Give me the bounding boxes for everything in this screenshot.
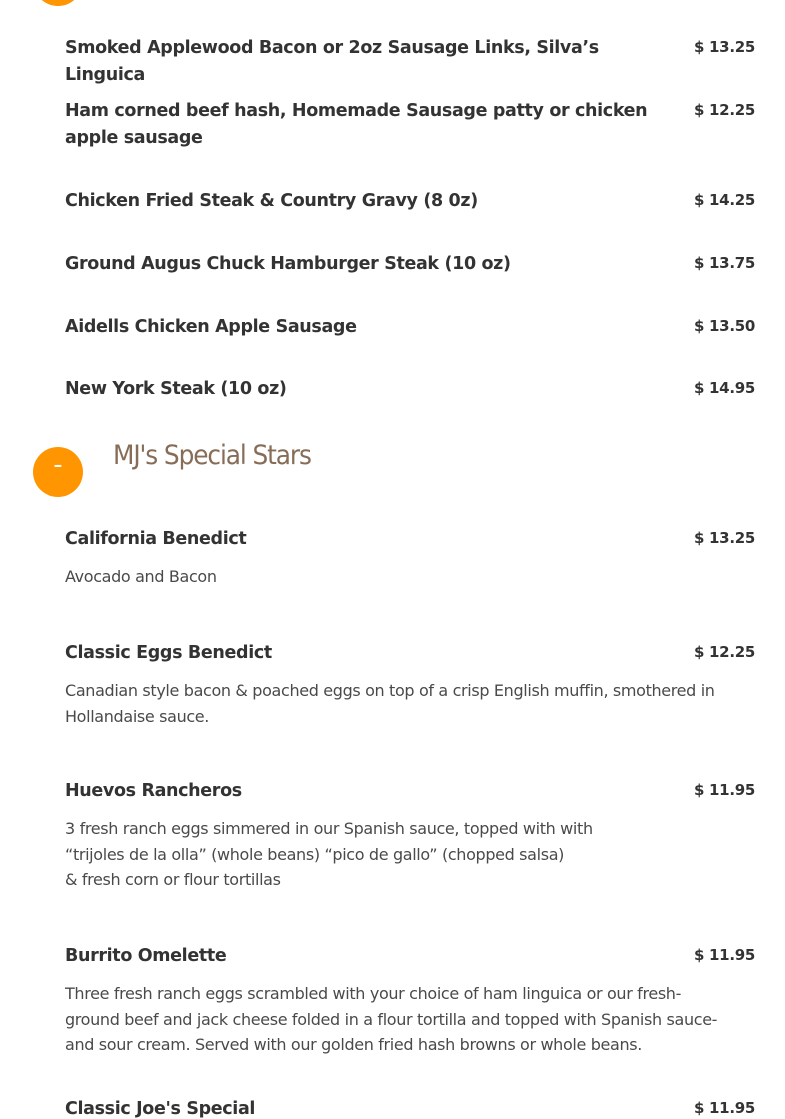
menu-item-price: $ 12.25 (693, 643, 755, 661)
menu-item-price: $ 11.95 (693, 946, 755, 964)
menu-item-price: $ 12.25 (693, 101, 755, 119)
menu-item-name: Huevos Rancheros (65, 781, 242, 801)
menu-item-name: Ham corned beef hash, Homemade Sausage patty or chicken apple sausage (65, 101, 648, 148)
menu-item-price: $ 13.75 (693, 254, 755, 272)
menu-item-description: Canadian style bacon & poached eggs on top of a crisp English muffin, smothered in Hollandaise sauce. (65, 681, 715, 726)
menu-item-price: $ 13.25 (693, 38, 755, 56)
menu-item-name: New York Steak (10 oz) (65, 379, 287, 399)
menu-item-price: $ 14.25 (693, 191, 755, 209)
menu-item-name: Chicken Fried Steak & Country Gravy (8 0z) (65, 191, 478, 211)
section-toggle-button[interactable] (33, 0, 83, 6)
menu-item-name: Classic Joe's Special (65, 1099, 256, 1119)
menu-item-price: $ 13.50 (693, 317, 755, 335)
menu-item-name: Ground Augus Chuck Hamburger Steak (10 oz) (65, 254, 511, 274)
menu-item-price: $ 11.95 (693, 1099, 755, 1117)
menu-item-name: Aidells Chicken Apple Sausage (65, 317, 357, 337)
menu-item-description: Avocado and Bacon (65, 567, 217, 586)
menu-item-name: Smoked Applewood Bacon or 2oz Sausage Links, Silva’s Linguica (65, 38, 599, 85)
menu-item-name: Classic Eggs Benedict (65, 643, 272, 663)
menu-item-name: Burrito Omelette (65, 946, 227, 966)
section-title: MJ's Special Stars (113, 440, 311, 471)
menu-item-description: 3 fresh ranch eggs simmered in our Spanish sauce, topped with with “trijoles de la olla” (whole beans) “pico de gallo” (chopped salsa) & fresh corn or flour tortillas (65, 819, 593, 889)
menu-item-description: Three fresh ranch eggs scrambled with your choice of ham linguica or our fresh-ground beef and jack cheese folded in a flour tortilla and topped with Spanish sauce- and sour cream. Served with our golden fried hash browns or whole beans. (65, 984, 718, 1054)
menu-item-name: California Benedict (65, 529, 247, 549)
menu-item-price: $ 14.95 (693, 379, 755, 397)
section-collapse-button[interactable]: - (33, 447, 83, 497)
menu-item-price: $ 13.25 (693, 529, 755, 547)
menu-item-price: $ 11.95 (693, 781, 755, 799)
